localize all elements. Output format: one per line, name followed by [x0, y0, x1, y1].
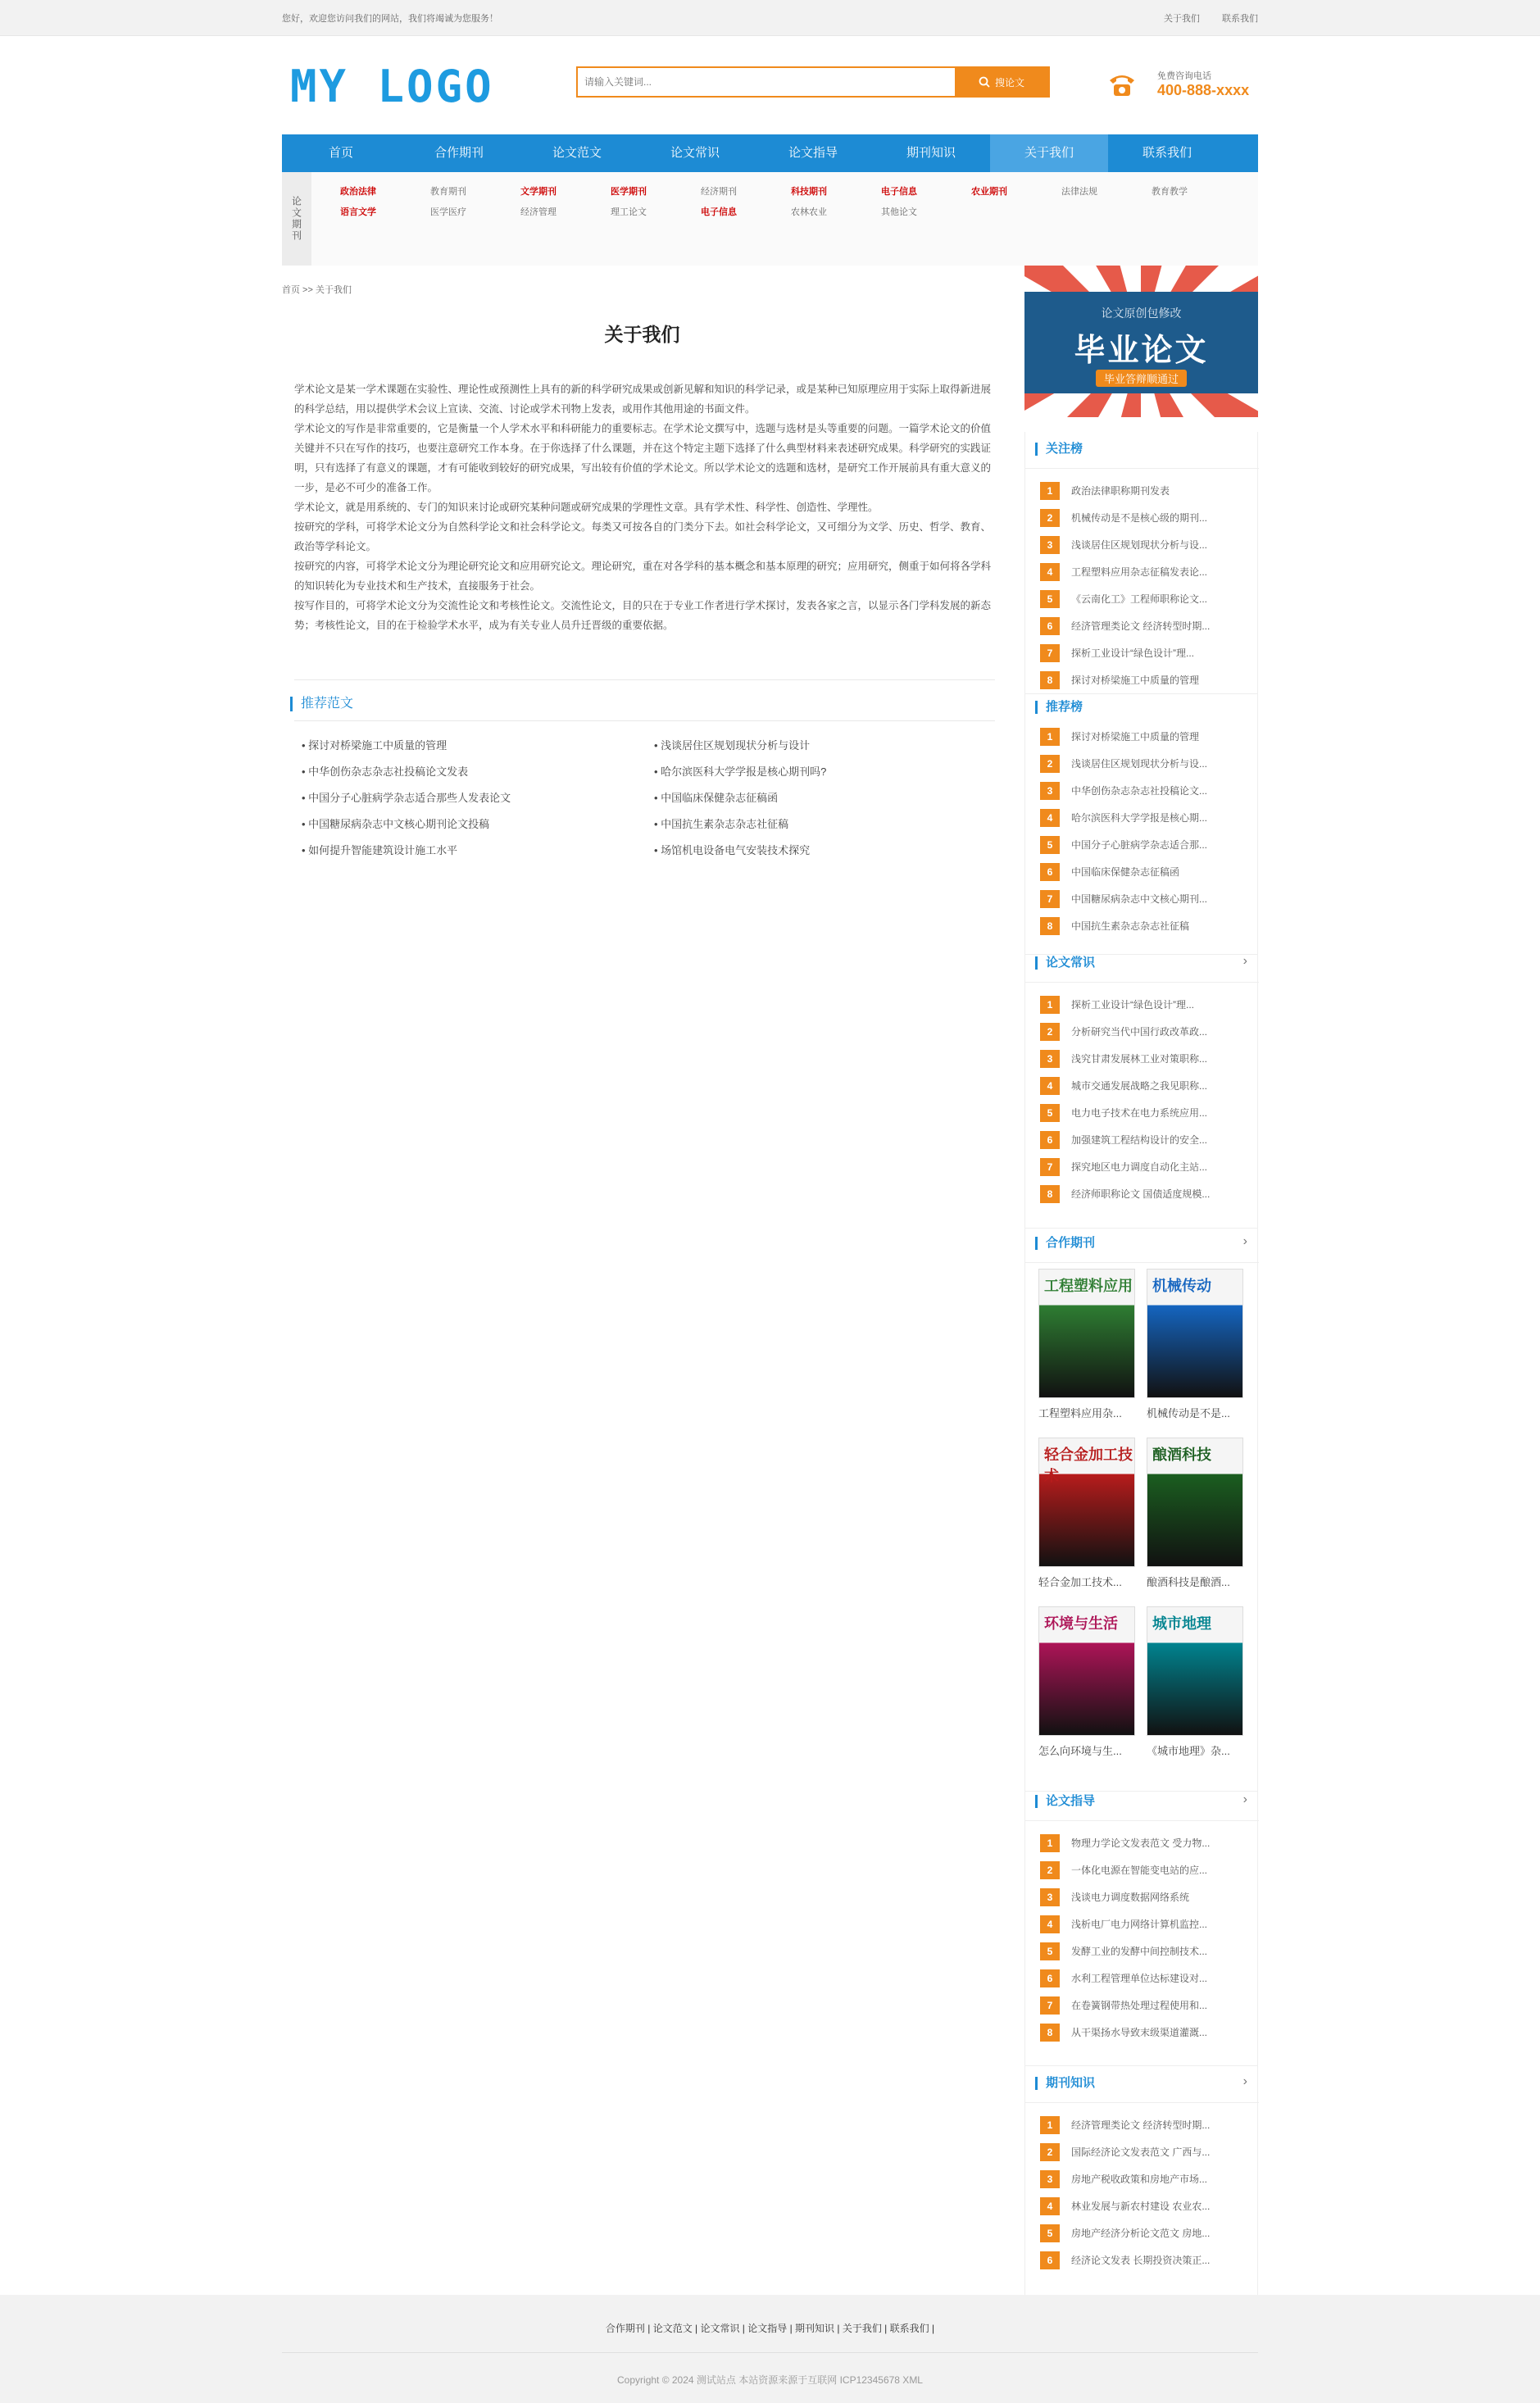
rank-badge: 8	[1040, 671, 1060, 689]
rank-badge: 5	[1040, 2224, 1060, 2242]
breadcrumb: 首页 >> 关于我们	[282, 285, 352, 295]
article-paragraph: 学术论文，就是用系统的、专门的知识来讨论或研究某种问题或研究成果的学理性文章。具有学术性、科学性、创造性、学理性。	[294, 502, 879, 513]
rank-badge: 3	[1040, 1888, 1060, 1906]
journals-title: 合作期刊	[1035, 1237, 1095, 1250]
list-item-label: 探析工业设计“绿色设计”理...	[1071, 647, 1194, 659]
sidebar-recommend	[1024, 694, 1258, 955]
divider	[294, 720, 995, 721]
rank-badge: 1	[1040, 728, 1060, 746]
journal-subnav	[282, 172, 1258, 266]
list-item[interactable]	[1040, 1099, 1253, 1126]
list-item[interactable]	[1040, 831, 1253, 858]
list-item-label: 经济师职称论文 国债适度规模...	[1071, 1188, 1211, 1200]
list-item-label: 哈尔滨医科大学学报是核心期...	[1071, 812, 1208, 824]
recommend-rank-list	[1040, 723, 1253, 939]
subnav-row	[340, 182, 1242, 202]
subnav-link[interactable]: 电子信息	[881, 187, 917, 197]
hotline	[1106, 66, 1258, 105]
chevron-right-icon[interactable]: ›	[1242, 1792, 1247, 1806]
list-item-label: 浅析电厂电力网络计算机监控...	[1071, 1919, 1208, 1930]
rank-badge: 1	[1040, 996, 1060, 1014]
rank-badge: 6	[1040, 1969, 1060, 1987]
box-divider	[1025, 2102, 1259, 2103]
guide-title: 论文指导	[1035, 1795, 1095, 1808]
list-item[interactable]	[1040, 2246, 1253, 2274]
list-item-label: 浅谈电力调度数据网络系统	[1071, 1892, 1190, 1903]
recommend-link[interactable]: • 哈尔滨医科大学学报是核心期刊吗?	[654, 765, 827, 778]
journal-name: 工程塑料应用杂...	[1038, 1407, 1122, 1420]
nav-item-2[interactable]: 论文范文	[552, 146, 602, 160]
list-item-label: 发酵工业的发酵中间控制技术...	[1071, 1946, 1208, 1957]
main-nav	[282, 134, 1258, 172]
common-title: 论文常识	[1035, 956, 1095, 970]
sidebar-common	[1024, 946, 1258, 1229]
nav-item-6[interactable]: 关于我们	[990, 134, 1108, 172]
rank-badge: 7	[1040, 1996, 1060, 2015]
subnav-row	[340, 202, 1242, 223]
article-body	[294, 379, 995, 635]
divider	[294, 679, 995, 680]
list-item[interactable]	[1040, 991, 1253, 1018]
list-item[interactable]	[1040, 1856, 1253, 1883]
journal-cover-title: 酿酒科技	[1152, 1447, 1211, 1463]
box-divider	[1025, 1820, 1259, 1821]
list-item[interactable]	[1040, 723, 1253, 750]
journal-cover-title: 机械传动	[1152, 1278, 1211, 1294]
journal-name: 轻合金加工技术...	[1038, 1576, 1122, 1588]
subnav-link[interactable]: 理工论文	[611, 207, 647, 217]
recommend-link[interactable]: • 中国分子心脏病学杂志适合那些人发表论文	[302, 792, 511, 804]
recommend-col-left	[302, 733, 646, 864]
list-item-label: 探讨对桥梁施工中质量的管理	[1071, 675, 1200, 686]
nav-item-0[interactable]: 首页	[328, 146, 353, 160]
list-item[interactable]	[1040, 804, 1253, 831]
journal-name: 《城市地理》杂...	[1147, 1745, 1230, 1757]
list-item[interactable]	[1040, 2138, 1253, 2165]
journal-item[interactable]	[1147, 1269, 1243, 1420]
rank-badge: 8	[1040, 917, 1060, 935]
recommend-link[interactable]: • 中华创伤杂志杂志社投稿论文发表	[302, 765, 469, 778]
list-item-label: 电力电子技术在电力系统应用...	[1071, 1107, 1208, 1119]
list-item-label: 探析工业设计“绿色设计”理...	[1071, 999, 1194, 1011]
list-item[interactable]	[1040, 858, 1253, 885]
list-item[interactable]	[1040, 558, 1253, 585]
list-item[interactable]	[1040, 912, 1253, 939]
guide-list	[1040, 1829, 1253, 2046]
nav-item-7[interactable]: 联系我们	[1142, 146, 1192, 160]
recommend-link[interactable]: • 浅谈居住区规划现状分析与设计	[654, 739, 811, 752]
list-item[interactable]	[1040, 639, 1253, 666]
list-item[interactable]	[1040, 2192, 1253, 2219]
chevron-right-icon[interactable]: ›	[1242, 2074, 1247, 2088]
hotline-number: 400-888-xxxx	[1157, 82, 1250, 98]
rank-badge: 2	[1040, 755, 1060, 773]
list-item-label: 经济管理类论文 经济转型时期...	[1071, 2119, 1211, 2131]
list-item[interactable]	[1040, 1965, 1253, 1992]
list-item-label: 机械传动是不是核心级的期刊...	[1071, 512, 1208, 524]
list-item[interactable]	[1040, 885, 1253, 912]
subnav-link[interactable]: 语言文学	[340, 207, 376, 217]
rank-badge: 1	[1040, 1834, 1060, 1852]
rank-badge: 3	[1040, 2170, 1060, 2188]
list-item-label: 在卷簧钢带热处理过程使用和...	[1071, 2000, 1208, 2011]
list-item[interactable]	[1040, 612, 1253, 639]
journal-item[interactable]	[1038, 1606, 1135, 1758]
top-link-contact[interactable]: 联系我们	[1222, 14, 1258, 24]
search-button-label: 搜论文	[994, 76, 1024, 89]
search-input[interactable]	[578, 68, 955, 96]
recommend-col-right	[654, 733, 998, 864]
recommend-link[interactable]: • 中国临床保健杂志征稿函	[654, 792, 779, 804]
rank-badge: 7	[1040, 644, 1060, 662]
rank-badge: 5	[1040, 836, 1060, 854]
list-item-label: 《云南化工》工程师职称论文...	[1071, 593, 1208, 605]
list-item[interactable]	[1040, 666, 1253, 693]
list-item[interactable]	[1040, 2019, 1253, 2046]
nav-item-3[interactable]: 论文常识	[670, 146, 720, 160]
list-item[interactable]	[1040, 1829, 1253, 1856]
banner-line2: 毕业论文	[1074, 334, 1209, 368]
common-list	[1040, 991, 1253, 1207]
knowledge-list	[1040, 2111, 1253, 2274]
subnav-grid	[311, 172, 1242, 266]
rank-badge: 6	[1040, 863, 1060, 881]
rank-badge: 5	[1040, 1104, 1060, 1122]
rank-badge: 4	[1040, 563, 1060, 581]
top-link-about[interactable]: 关于我们	[1163, 14, 1200, 24]
recommend-link[interactable]: • 如何提升智能建筑设计施工水平	[302, 844, 458, 856]
rank-badge: 6	[1040, 617, 1060, 635]
subnav-link[interactable]: 经济管理	[520, 207, 556, 217]
rank-badge: 2	[1040, 2143, 1060, 2161]
list-item-label: 中华创伤杂志杂志社投稿论文...	[1071, 785, 1208, 797]
list-item[interactable]	[1040, 1883, 1253, 1910]
rank-badge: 4	[1040, 1077, 1060, 1095]
list-item-label: 工程塑料应用杂志征稿发表论...	[1071, 566, 1208, 578]
list-item-label: 浅究甘肃发展林工业对策职称...	[1071, 1053, 1208, 1065]
subnav-link[interactable]: 政治法律	[340, 187, 376, 197]
focus-list	[1040, 477, 1253, 693]
hotline-label: 免费咨询电话	[1157, 71, 1211, 81]
list-item[interactable]	[1040, 1153, 1253, 1180]
list-item[interactable]	[1040, 2111, 1253, 2138]
journal-cover[interactable]	[1038, 1606, 1135, 1736]
journal-cover[interactable]	[1147, 1269, 1243, 1398]
subnav-link[interactable]: 其他论文	[881, 207, 917, 217]
list-item-label: 加强建筑工程结构设计的安全...	[1071, 1134, 1208, 1146]
subnav-side-label: 论文期刊	[282, 172, 311, 266]
rank-badge: 2	[1040, 1023, 1060, 1041]
list-item[interactable]	[1040, 2219, 1253, 2246]
journal-cover[interactable]	[1147, 1606, 1243, 1736]
sidebar-guide	[1024, 1784, 1258, 2066]
box-divider	[1025, 1262, 1259, 1263]
nav-item-4[interactable]: 论文指导	[788, 146, 838, 160]
list-item[interactable]	[1040, 2165, 1253, 2192]
list-item-label: 从干渠扬水导致末级渠道灌溉...	[1071, 2027, 1208, 2038]
list-item-label: 物理力学论文发表范文 受力物...	[1071, 1837, 1211, 1849]
sidebar-journals	[1024, 1226, 1258, 1792]
rank-badge: 7	[1040, 890, 1060, 908]
knowledge-title: 期刊知识	[1035, 2077, 1095, 2090]
chevron-right-icon[interactable]: ›	[1242, 954, 1247, 968]
list-item-label: 房地产经济分析论文范文 房地...	[1071, 2228, 1211, 2239]
list-item-label: 林业发展与新农村建设 农业农...	[1071, 2201, 1211, 2212]
recommend-link[interactable]: • 中国糖尿病杂志中文核心期刊论文投稿	[302, 818, 490, 830]
list-item[interactable]	[1040, 1045, 1253, 1072]
search-icon	[979, 76, 990, 88]
subnav-link[interactable]: 科技期刊	[791, 187, 827, 197]
welcome-text: 您好，欢迎您访问我们的网站，我们将竭诚为您服务！	[282, 14, 498, 24]
recommend-title: 推荐范文	[290, 697, 353, 711]
search-bar	[576, 66, 1050, 98]
list-item[interactable]	[1040, 585, 1253, 612]
footer-links[interactable]: 合作期刊 | 论文范文 | 论文常识 | 论文指导 | 期刊知识 | 关于我们 | 联系我们 |	[605, 2323, 935, 2334]
journal-cover[interactable]	[1038, 1438, 1135, 1567]
recommend-rank-title: 推荐榜	[1035, 701, 1083, 714]
rank-badge: 4	[1040, 1915, 1060, 1933]
search-button[interactable]	[955, 68, 1048, 96]
rank-badge: 7	[1040, 1158, 1060, 1176]
subnav-link[interactable]: 农业期刊	[971, 187, 1007, 197]
recommend-link[interactable]: • 中国抗生素杂志杂志社征稿	[654, 818, 789, 830]
subnav-link[interactable]: 法律法规	[1061, 187, 1097, 197]
list-item-label: 中国糖尿病杂志中文核心期刊...	[1071, 893, 1208, 905]
subnav-link[interactable]: 经济期刊	[701, 187, 737, 197]
list-item-label: 国际经济论文发表范文 广西与...	[1071, 2146, 1211, 2158]
rank-badge: 1	[1040, 2116, 1060, 2134]
focus-title: 关注榜	[1035, 443, 1083, 456]
sidebar-knowledge	[1024, 2066, 1258, 2296]
list-item[interactable]	[1040, 777, 1253, 804]
list-item[interactable]	[1040, 1910, 1253, 1937]
header	[0, 36, 1540, 134]
list-item-label: 中国分子心脏病学杂志适合那...	[1071, 839, 1208, 851]
journal-item[interactable]	[1038, 1438, 1135, 1589]
sidebar-focus	[1024, 432, 1258, 694]
chevron-right-icon[interactable]: ›	[1242, 1234, 1247, 1248]
rank-badge: 2	[1040, 509, 1060, 527]
promo-banner[interactable]	[1024, 266, 1258, 417]
list-item-label: 一体化电源在智能变电站的应...	[1071, 1865, 1208, 1876]
subnav-link[interactable]: 文学期刊	[520, 187, 556, 197]
article-paragraph: 学术论文是某一学术课题在实验性、理论性或预测性上具有的新的科学研究成果或创新见解和知识的科学记录，或是某种已知原理应用于实际上取得新进展的科学总结，用以提供学术会议上宣读、交流、讨论或学术刊物上发表，或用作其他用途的书面文件。	[294, 384, 992, 415]
journal-name: 怎么向环境与生...	[1038, 1745, 1122, 1757]
list-item-label: 政治法律职称期刊发表	[1071, 485, 1170, 497]
list-item[interactable]	[1040, 1072, 1253, 1099]
rank-badge: 4	[1040, 2197, 1060, 2215]
list-item-label: 浅谈居住区规划现状分析与设...	[1071, 758, 1208, 770]
top-bar	[0, 0, 1540, 36]
list-item[interactable]	[1040, 750, 1253, 777]
site-logo[interactable]: MY LOGO	[290, 61, 494, 112]
list-item-label: 经济论文发表 长期投资决策正...	[1071, 2255, 1211, 2266]
subnav-link[interactable]: 教育教学	[1152, 187, 1188, 197]
footer-divider	[282, 2352, 1258, 2353]
list-item[interactable]	[1040, 1126, 1253, 1153]
rank-badge: 1	[1040, 482, 1060, 500]
list-item[interactable]	[1040, 504, 1253, 531]
article-paragraph: 学术论文的写作是非常重要的，它是衡量一个人学术水平和科研能力的重要标志。在学术论文撰写中，选题与选材是头等重要的问题。一篇学术论文的价值关键并不只在写作的技巧，也要注意研究工作本身。在于你选择了什么课题，并在这个特定主题下选择了什么典型材料来表述研究成果。科学研究的实践证明，只有选择了有意义的课题，才有可能收到较好的研究成果，写出较有价值的学术论文。所以学术论文的选题和选材，是研究工作开展前具有重大意义的一步，是必不可少的准备工作。	[294, 423, 992, 493]
rank-badge: 5	[1040, 590, 1060, 608]
journal-cover[interactable]	[1147, 1438, 1243, 1567]
journal-cover[interactable]	[1038, 1269, 1135, 1398]
recommend-link[interactable]: • 场馆机电设备电气安装技术探究	[654, 844, 811, 856]
list-item-label: 中国临床保健杂志征稿函	[1071, 866, 1180, 878]
banner-line3: 毕业答辩顺通过	[1024, 370, 1258, 387]
phone-icon	[1106, 69, 1138, 100]
list-item-label: 探讨对桥梁施工中质量的管理	[1071, 731, 1200, 743]
list-item[interactable]	[1040, 531, 1253, 558]
list-item-label: 浅谈居住区规划现状分析与设...	[1071, 539, 1208, 551]
list-item-label: 中国抗生素杂志杂志社征稿	[1071, 920, 1190, 932]
journal-name: 酿酒科技是酿酒...	[1147, 1576, 1230, 1588]
list-item[interactable]	[1040, 1992, 1253, 2019]
rank-badge: 8	[1040, 2024, 1060, 2042]
journal-cover-title: 城市地理	[1152, 1615, 1211, 1632]
recommend-link[interactable]: • 探讨对桥梁施工中质量的管理	[302, 739, 447, 752]
subnav-link[interactable]: 农林农业	[791, 207, 827, 217]
journal-item[interactable]	[1147, 1438, 1243, 1589]
rank-badge: 8	[1040, 1185, 1060, 1203]
list-item[interactable]	[1040, 1180, 1253, 1207]
list-item[interactable]	[1040, 1018, 1253, 1045]
article-paragraph: 按研究的内容，可将学术论文分为理论研究论文和应用研究论文。理论研究，重在对各学科的基本概念和基本原理的研究；应用研究，侧重于如何将各学科的知识转化为专业技术和生产技术，直接服务于社会。	[294, 561, 992, 592]
page-title: 关于我们	[604, 324, 680, 345]
banner-line1: 论文原创包修改	[1101, 307, 1182, 320]
list-item-label: 城市交通发展战略之我见职称...	[1071, 1080, 1208, 1092]
journal-name: 机械传动是不是...	[1147, 1407, 1230, 1420]
journal-cover-title: 工程塑料应用	[1044, 1278, 1133, 1294]
rank-badge: 5	[1040, 1942, 1060, 1960]
article-paragraph: 按研究的学科，可将学术论文分为自然科学论文和社会科学论文。每类又可按各自的门类分下去。如社会科学论文，又可细分为文学、历史、哲学、教育、政治等学科论文。	[294, 521, 992, 552]
rank-badge: 3	[1040, 1050, 1060, 1068]
list-item[interactable]	[1040, 477, 1253, 504]
list-item-label: 分析研究当代中国行政改革政...	[1071, 1026, 1208, 1038]
footer	[0, 2295, 1540, 2403]
list-item-label: 房地产税收政策和房地产市场...	[1071, 2174, 1208, 2185]
nav-item-5[interactable]: 期刊知识	[906, 146, 956, 160]
journal-cover-title: 环境与生活	[1044, 1615, 1118, 1632]
footer-copyright: Copyright © 2024 测试站点 本站资源来源于互联网 ICP12345678 XML	[617, 2374, 923, 2386]
rank-badge: 2	[1040, 1861, 1060, 1879]
list-item-label: 探究地区电力调度自动化主站...	[1071, 1161, 1208, 1173]
box-divider	[1025, 982, 1259, 983]
subnav-link[interactable]: 电子信息	[701, 207, 737, 217]
rank-badge: 3	[1040, 782, 1060, 800]
nav-item-1[interactable]: 合作期刊	[434, 146, 484, 160]
rank-badge: 6	[1040, 2251, 1060, 2269]
subnav-link[interactable]: 医学期刊	[611, 187, 647, 197]
list-item-label: 水利工程管理单位达标建设对...	[1071, 1973, 1208, 1984]
rank-badge: 3	[1040, 536, 1060, 554]
journal-item[interactable]	[1038, 1269, 1135, 1420]
journal-cover-title: 轻合金加工技术	[1044, 1447, 1133, 1484]
list-item-label: 经济管理类论文 经济转型时期...	[1071, 620, 1211, 632]
rank-badge: 4	[1040, 809, 1060, 827]
list-item[interactable]	[1040, 1937, 1253, 1965]
box-divider	[1025, 468, 1259, 469]
rank-badge: 6	[1040, 1131, 1060, 1149]
subnav-link[interactable]: 教育期刊	[430, 187, 466, 197]
subnav-link[interactable]: 医学医疗	[430, 207, 466, 217]
article-paragraph: 按写作目的，可将学术论文分为交流性论文和考核性论文。交流性论文，目的只在于专业工作者进行学术探讨，发表各家之言，以显示各门学科发展的新态势；考核性论文，目的在于检验学术水平，成为有关专业人员升迁晋级的重要依据。	[294, 600, 992, 631]
journal-item[interactable]	[1147, 1606, 1243, 1758]
